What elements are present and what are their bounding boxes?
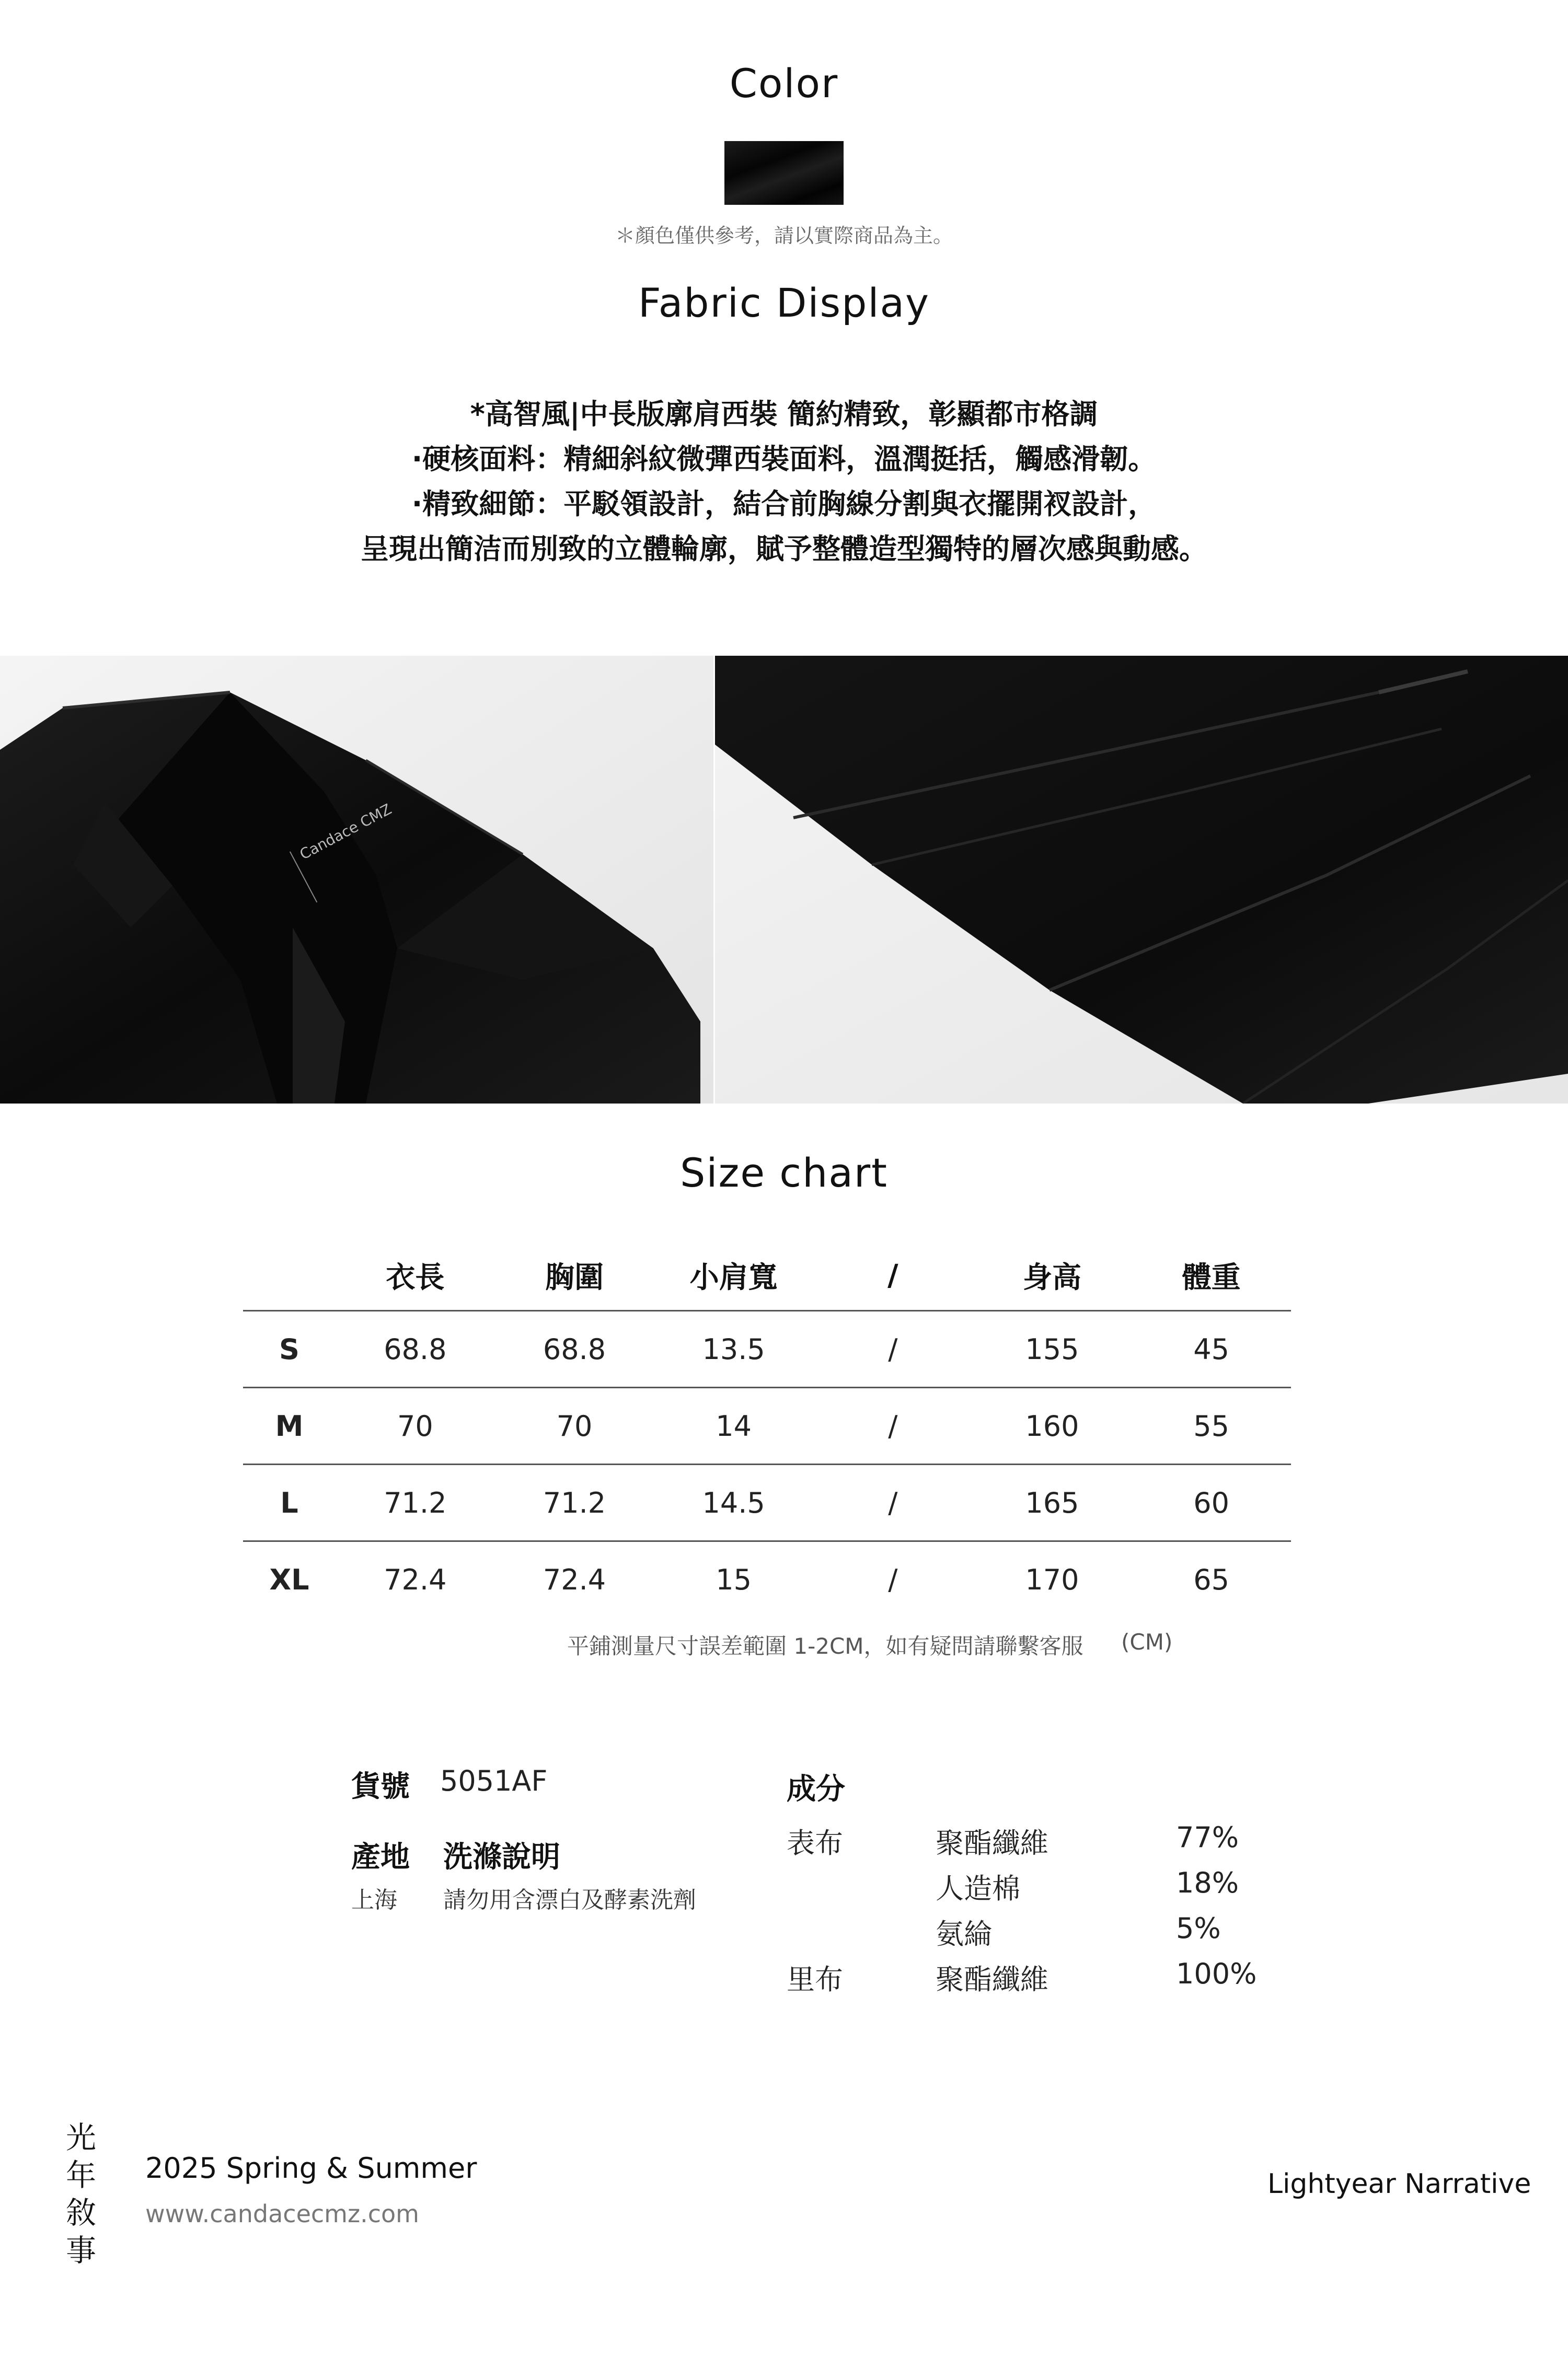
height-value: 155 bbox=[1025, 1332, 1079, 1366]
size-chart-header-row bbox=[243, 1241, 1291, 1311]
fabric-photo-collar bbox=[0, 656, 713, 1104]
fabric-line-1: *高智風|中長版廓肩西裝 簡約精致，彰顯都市格調 bbox=[470, 398, 1098, 431]
size-chart-note: 平鋪測量尺寸誤差範圍 1-2CM，如有疑問請聯繫客服 bbox=[567, 1633, 1083, 1659]
wash-value: 請勿用含漂白及酵素洗劑 bbox=[443, 1887, 696, 1913]
shell-label: 表布 bbox=[787, 1827, 843, 1860]
fabric-line-2: ·硬核面料：精細斜紋微彈西裝面料，溫潤挺括，觸感滑韌。 bbox=[411, 443, 1157, 475]
chest-value: 72.4 bbox=[543, 1563, 606, 1596]
fabric-section-title: Fabric Display bbox=[638, 280, 930, 326]
length-value: 72.4 bbox=[384, 1563, 447, 1596]
header-length: 衣長 bbox=[386, 1261, 445, 1295]
divider-value: / bbox=[888, 1332, 898, 1366]
item-number-value: 5051AF bbox=[440, 1764, 548, 1797]
composition-label: 成分 bbox=[787, 1772, 845, 1806]
divider-value: / bbox=[888, 1486, 898, 1519]
lining-percent-1: 100% bbox=[1176, 1957, 1257, 1990]
vertical-char: 年 bbox=[65, 2157, 96, 2193]
shoulder-value: 14 bbox=[716, 1409, 752, 1443]
origin-label: 產地 bbox=[351, 1840, 410, 1874]
lining-label: 里布 bbox=[787, 1963, 843, 1996]
size-row-s bbox=[243, 1311, 1291, 1388]
length-value: 71.2 bbox=[384, 1486, 447, 1519]
weight-value: 60 bbox=[1193, 1486, 1229, 1519]
header-divider: / bbox=[887, 1258, 898, 1293]
hem-illustration bbox=[715, 656, 1568, 1104]
shell-percent-2: 18% bbox=[1176, 1866, 1239, 1899]
size-row-l bbox=[243, 1465, 1291, 1541]
shell-percent-1: 77% bbox=[1176, 1821, 1239, 1854]
size-chart-unit: (CM) bbox=[1121, 1629, 1173, 1655]
garment-label-text: Candace CMZ bbox=[296, 800, 395, 863]
fabric-line-4: 呈現出簡洁而別致的立體輪廓，賦予整體造型獨特的層次感與動感。 bbox=[361, 532, 1207, 565]
header-weight: 體重 bbox=[1182, 1261, 1241, 1295]
chest-value: 70 bbox=[556, 1409, 593, 1443]
vertical-char: 敘 bbox=[65, 2195, 96, 2231]
shoulder-value: 15 bbox=[716, 1563, 752, 1596]
fabric-photo-hem bbox=[715, 656, 1568, 1104]
color-section-title: Color bbox=[729, 60, 839, 107]
size-label: M bbox=[275, 1409, 304, 1443]
length-value: 70 bbox=[397, 1409, 433, 1443]
divider-value: / bbox=[888, 1563, 898, 1596]
size-row-m bbox=[243, 1388, 1291, 1465]
footer-season: 2025 Spring & Summer bbox=[145, 2152, 477, 2185]
header-size bbox=[243, 1241, 336, 1311]
height-value: 160 bbox=[1025, 1409, 1079, 1443]
item-number-label: 貨號 bbox=[351, 1770, 410, 1804]
chest-value: 71.2 bbox=[543, 1486, 606, 1519]
weight-value: 45 bbox=[1193, 1332, 1229, 1366]
length-value: 68.8 bbox=[384, 1332, 447, 1366]
size-label: L bbox=[280, 1486, 298, 1519]
size-label: XL bbox=[269, 1563, 309, 1596]
shell-percent-3: 5% bbox=[1176, 1912, 1221, 1945]
wash-label: 洗滌說明 bbox=[443, 1840, 560, 1874]
chest-value: 68.8 bbox=[543, 1332, 606, 1366]
fabric-description bbox=[0, 392, 1568, 572]
lining-material-1: 聚酯纖維 bbox=[936, 1963, 1048, 1996]
footer-website-link[interactable]: www.candacecmz.com bbox=[145, 2200, 419, 2228]
footer-vertical-title bbox=[63, 2119, 99, 2269]
shell-material-1: 聚酯纖維 bbox=[936, 1827, 1048, 1860]
weight-value: 55 bbox=[1193, 1409, 1229, 1443]
height-value: 170 bbox=[1025, 1563, 1079, 1596]
header-chest: 胸圍 bbox=[545, 1261, 604, 1295]
color-note: ＊顏色僅供參考，請以實際商品為主。 bbox=[615, 224, 953, 247]
vertical-char: 事 bbox=[65, 2233, 96, 2268]
vertical-char: 光 bbox=[65, 2120, 96, 2155]
fabric-line-3: ·精致細節：平駁領設計，結合前胸線分割與衣擺開衩設計， bbox=[411, 487, 1157, 520]
weight-value: 65 bbox=[1193, 1563, 1229, 1596]
size-chart-table bbox=[243, 1241, 1291, 1617]
shoulder-value: 13.5 bbox=[702, 1332, 765, 1366]
shell-material-3: 氨綸 bbox=[936, 1918, 992, 1951]
origin-value: 上海 bbox=[351, 1887, 397, 1913]
shell-material-2: 人造棉 bbox=[936, 1872, 1020, 1905]
size-row-xl bbox=[243, 1541, 1291, 1618]
footer-collection: Lightyear Narrative bbox=[1267, 2168, 1531, 2200]
shoulder-value: 14.5 bbox=[702, 1486, 765, 1519]
color-swatch-black[interactable] bbox=[724, 141, 844, 205]
height-value: 165 bbox=[1025, 1486, 1079, 1519]
size-label: S bbox=[279, 1332, 299, 1366]
header-height: 身高 bbox=[1022, 1261, 1081, 1295]
divider-value: / bbox=[888, 1409, 898, 1443]
header-shoulder: 小肩寬 bbox=[689, 1261, 778, 1295]
size-chart-title: Size chart bbox=[680, 1150, 888, 1196]
